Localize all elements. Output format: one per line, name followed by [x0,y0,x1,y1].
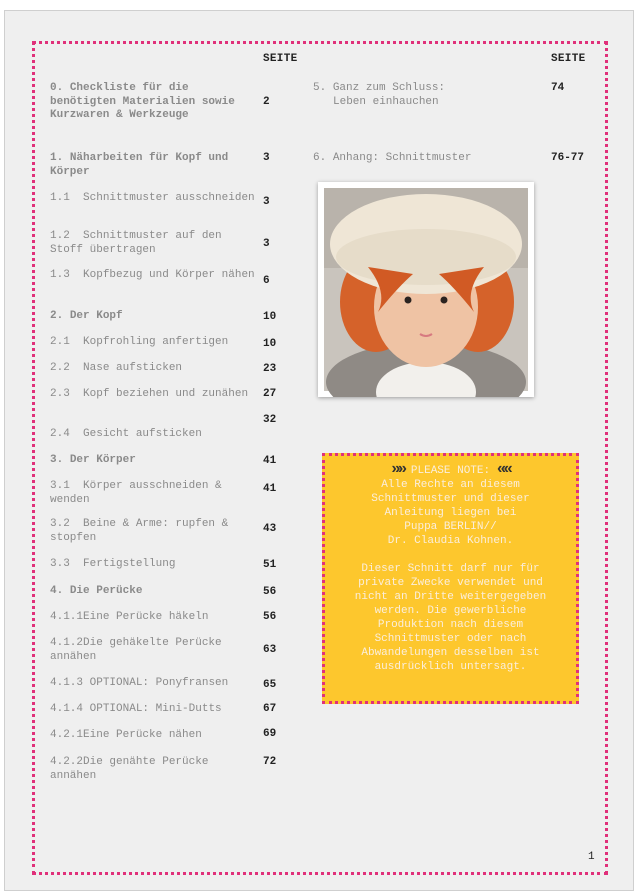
toc-entry[interactable]: 4.1.2Die gehäkelte Perücke annähen [50,637,222,663]
note-title-row [325,462,576,478]
toc-entry[interactable]: 3.2 Beine & Arme: rupfen & stopfen [50,518,229,544]
toc-entry[interactable]: 2.2 Nase aufsticken [50,362,183,374]
toc-entry-right[interactable]: 5. Ganz zum Schluss: Leben einhauchen [313,82,446,108]
note-paragraph-rights [325,478,576,548]
toc-entry[interactable]: 4.2.2Die genähte Perücke annähen [50,756,209,782]
toc-page: 3 [263,196,270,208]
toc-entry[interactable]: 2. Der Kopf [50,310,123,322]
copyright-note-box [322,453,579,704]
toc-page: 10 [263,311,277,323]
toc-page: 32 [263,414,277,426]
note-line: Schnittmuster und dieser [371,493,530,505]
note-line: Dr. Claudia Kohnen. [387,535,514,547]
toc-page: 56 [263,611,277,623]
toc-entry[interactable]: 4.1.1Eine Perücke häkeln [50,611,209,623]
toc-entry[interactable]: 4.1.3 OPTIONAL: Ponyfransen [50,677,229,689]
toc-page: 41 [263,455,277,467]
toc-page: 65 [263,679,277,691]
toc-entry[interactable]: 4.1.4 OPTIONAL: Mini-Dutts [50,703,222,715]
toc-entry[interactable]: 2.4 Gesicht aufsticken [50,428,202,440]
note-line: nicht an Dritte weitergegeben [354,591,547,603]
note-line: Produktion nach diesem [377,619,524,631]
toc-entry[interactable]: 4.2.1Eine Perücke nähen [50,729,202,741]
toc-page: 3 [263,152,270,164]
toc-entry[interactable]: 1.2 Schnittmuster auf den Stoff übertragen [50,230,222,256]
toc-page: 67 [263,703,277,715]
toc-page: 10 [263,338,277,350]
note-line: Abwandelungen desselben ist [361,647,540,659]
toc-entry[interactable]: 3.3 Fertigstellung [50,558,176,570]
toc-entry[interactable]: 3. Der Körper [50,454,136,466]
doll-image [318,182,534,397]
toc-page: 69 [263,728,277,740]
note-line: Anleitung liegen bei [384,507,517,519]
toc-page: 72 [263,756,277,768]
page-number: 1 [588,851,595,863]
page-column-header-right: SEITE [551,53,586,65]
toc-page: 23 [263,363,277,375]
page-column-header-left: SEITE [263,53,298,65]
toc-page: 41 [263,483,277,495]
toc-page: 6 [263,275,270,287]
double-chevron-right-icon: »» [391,460,405,478]
toc-entry[interactable]: 3.1 Körper ausschneiden & wenden [50,480,222,506]
toc-page: 43 [263,523,277,535]
toc-entry[interactable]: 1.3 Kopfbezug und Körper nähen [50,269,255,281]
toc-entry[interactable]: 1.1 Schnittmuster ausschneiden [50,192,255,204]
toc-page: 56 [263,586,277,598]
note-line: werden. Die gewerbliche [374,605,527,617]
toc-page: 63 [263,644,277,656]
note-line: Schnittmuster oder nach [374,633,527,645]
toc-page: 27 [263,388,277,400]
toc-entry[interactable]: 2.3 Kopf beziehen und zunähen [50,388,249,400]
toc-page: 74 [551,82,565,94]
toc-entry[interactable]: 0. Checkliste für die benötigten Materialien sowie Kurzwaren & Werkzeuge [50,82,235,121]
double-chevron-left-icon: «« [496,460,510,478]
toc-page: 3 [263,238,270,250]
toc-entry[interactable]: 2.1 Kopfrohling anfertigen [50,336,229,348]
note-line: private Zwecke verwendet und [358,577,543,589]
doll-photo [318,182,534,397]
note-line: Alle Rechte an diesem [381,479,520,491]
note-paragraph-usage [325,562,576,674]
toc-page: 2 [263,96,270,108]
toc-entry-right[interactable]: 6. Anhang: Schnittmuster [313,152,472,164]
toc-page: 76-77 [551,152,585,164]
note-title: PLEASE NOTE: [410,465,491,477]
note-line: Puppa BERLIN// [404,521,497,533]
note-line: ausdrücklich untersagt. [374,661,527,673]
toc-entry[interactable]: 1. Näharbeiten für Kopf und Körper [50,152,229,178]
note-line: Dieser Schnitt darf nur für [361,563,540,575]
toc-entry[interactable]: 4. Die Perücke [50,585,143,597]
toc-page: 51 [263,559,277,571]
